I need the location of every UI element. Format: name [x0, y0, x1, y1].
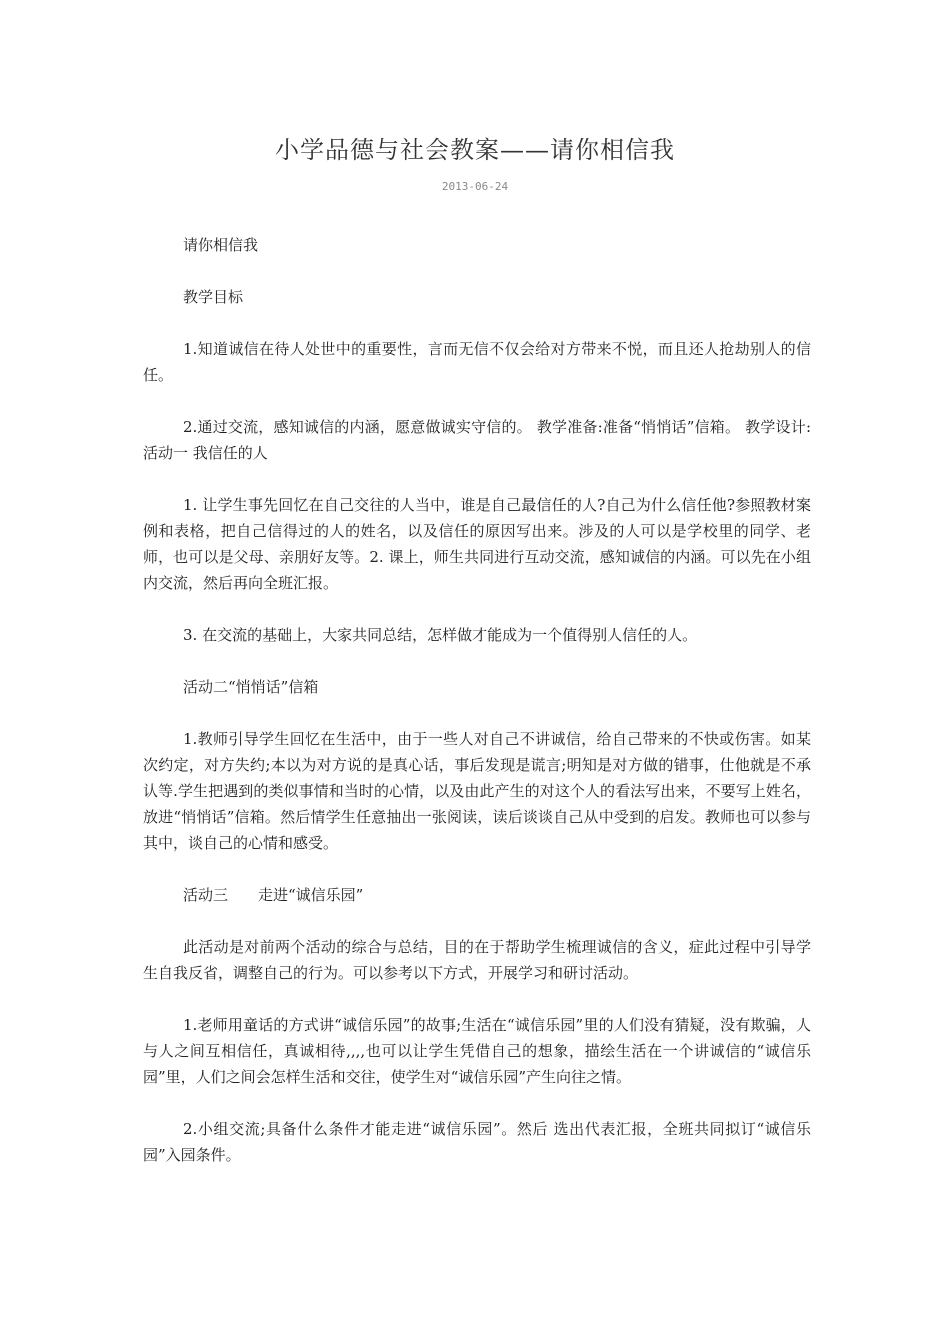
paragraph-activity2-heading: 活动二“悄悄话”信箱	[183, 678, 319, 696]
paragraph-activity3-heading: 活动三 走进“诚信乐园”	[183, 886, 364, 904]
paragraph-activity3-intro: 此活动是对前两个活动的综合与总结，目的在于帮助学生梳理诚信的含义，症此过程中引导学生自我反省，调整自己的行为。可以参考以下方式，开展学习和研讨活动。	[143, 938, 811, 982]
document-title: 小学品德与社会教案——请你相信我	[275, 136, 675, 164]
paragraph-objective-2: 2.通过交流，感知诚信的内涵，愿意做诚实守信的。 教学准备:准备“悄悄话”信箱。 教学设计: 活动一 我信任的人	[143, 418, 811, 462]
document-body	[143, 232, 811, 1194]
paragraph-objectives-heading: 教学目标	[183, 288, 244, 306]
paragraph-heading: 请你相信我	[183, 236, 259, 254]
paragraph-activity1-steps: 1. 让学生事先回忆在自己交往的人当中，谁是自己最信任的人?自己为什么信任他?参照教材案例和表格，把自己信得过的人的姓名，以及信任的原因写出来。涉及的人可以是学校里的同学、老师，也可以是父母、亲朋好友等。2. 课上，师生共同进行互动交流，感知诚信的内涵。可以先在小组内交流，然后再向全班汇报。	[143, 496, 811, 592]
paragraph-activity3-step1: 1.老师用童话的方式讲“诚信乐园”的故事;生活在“诚信乐园”里的人们没有猜疑，没有欺骗，人与人之间互相信任，真诚相待,,,,也可以让学生凭借自己的想象，描绘生活在一个讲诚信的“诚信乐园”里，人们之间会怎样生活和交往，使学生对“诚信乐园”产生向往之情。	[143, 1016, 811, 1086]
paragraph-objective-1: 1.知道诚信在待人处世中的重要性，言而无信不仅会给对方带来不悦，而且还人抢劫别人的信任。	[143, 340, 811, 384]
paragraph-activity1-step3: 3. 在交流的基础上，大家共同总结，怎样做才能成为一个值得别人信任的人。	[183, 626, 698, 644]
paragraph-activity2-step1: 1.教师引导学生回忆在生活中，由于一些人对自己不讲诚信，给自己带来的不快或伤害。如某次约定，对方失约;本以为对方说的是真心话，事后发现是谎言;明知是对方做的错事，仕他就是不承认等.学生把遇到的类似事情和当时的心情，以及由此产生的对这个人的看法写出来，不要写上姓名，放进“悄悄话”信箱。然后情学生任意抽出一张阅读，读后谈谈自己从中受到的启发。教师也可以参与其中，谈自己的心情和感受。	[143, 730, 811, 852]
publish-date: 2013-06-24	[441, 180, 509, 193]
paragraph-activity3-step2: 2.小组交流;具备什么条件才能走进“诚信乐园”。然后 选出代表汇报，全班共同拟订“诚信乐园”入园条件。	[143, 1120, 811, 1164]
